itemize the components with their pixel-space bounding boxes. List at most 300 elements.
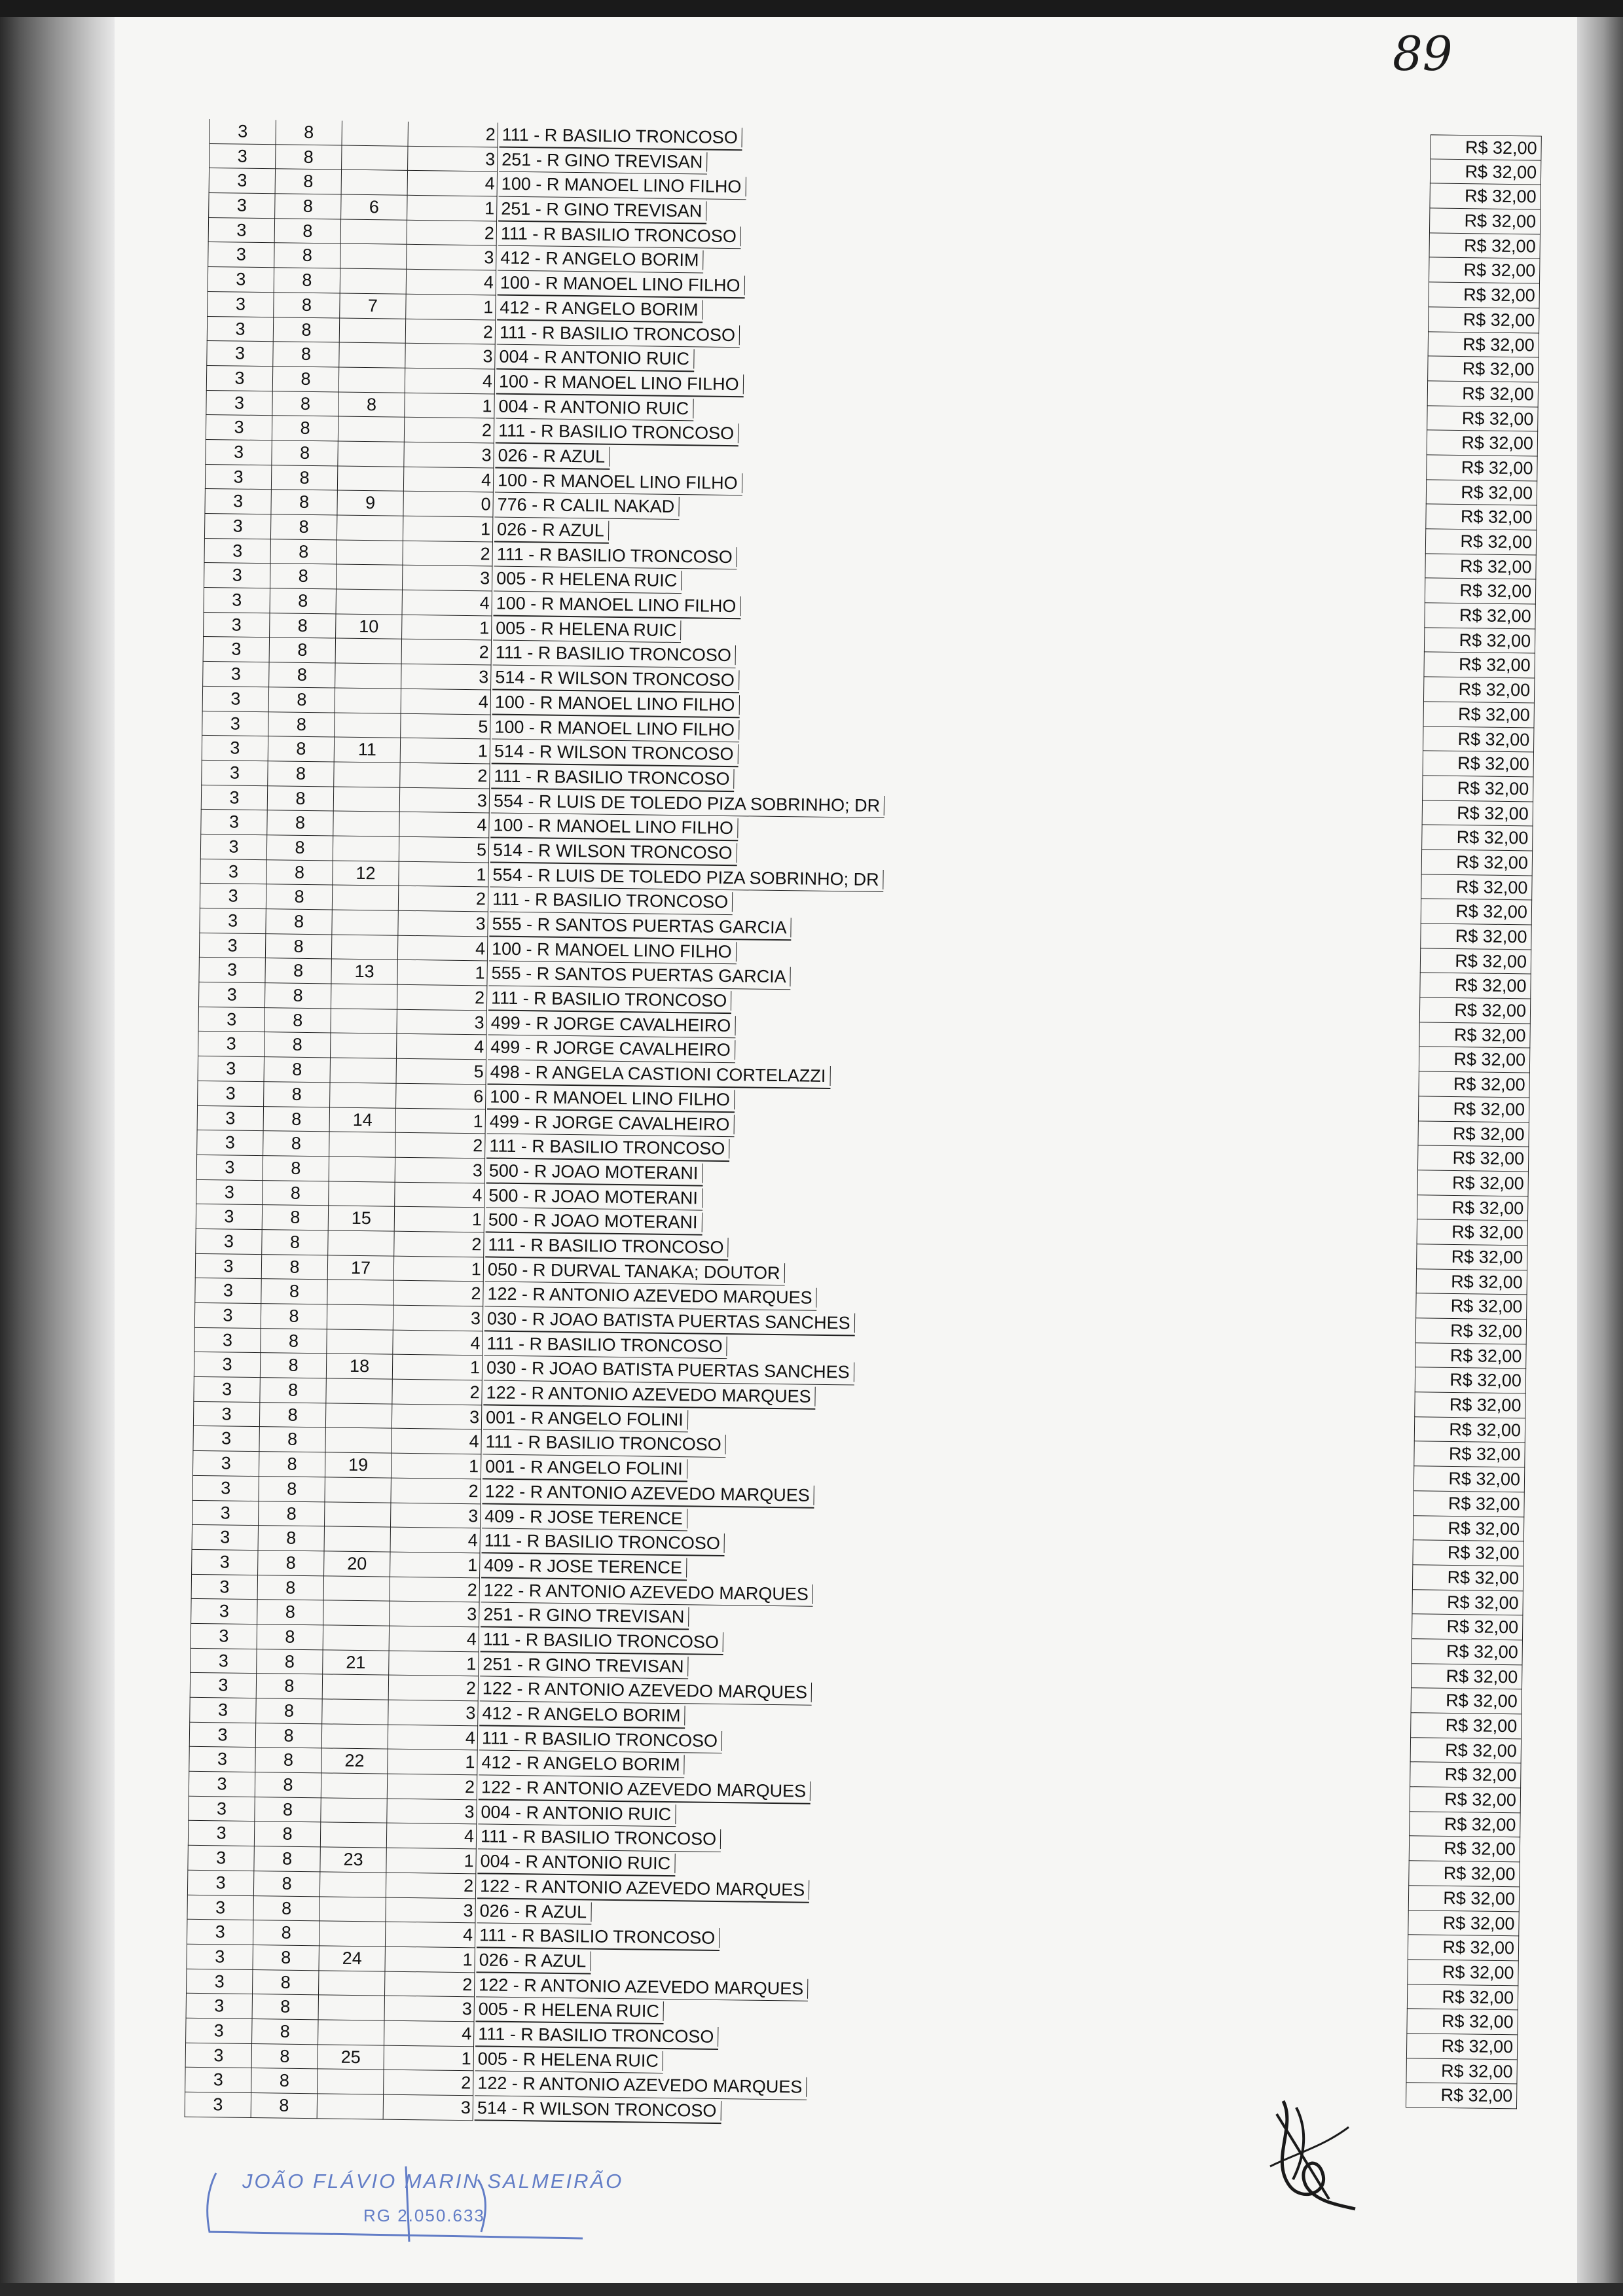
street-label: 111 - R BASILIO TRONCOSO (496, 544, 737, 567)
block-cell: 8 (266, 934, 332, 960)
lot-cell (337, 540, 403, 565)
scan-right-edge (1577, 17, 1623, 2296)
street-label: 111 - R BASILIO TRONCOSO (488, 1234, 728, 1257)
block-cell: 8 (259, 1452, 325, 1477)
lot-cell (338, 441, 404, 467)
block-cell: 8 (259, 1526, 325, 1551)
lot-cell (319, 1897, 386, 1922)
street-label: 111 - R BASILIO TRONCOSO (478, 2024, 718, 2047)
block-cell: 8 (266, 885, 333, 910)
lot-cell (337, 565, 403, 590)
lot-cell (321, 1773, 388, 1799)
street-label: 776 - R CALIL NAKAD (497, 495, 679, 516)
sector-cell: 3 (189, 1772, 255, 1797)
block-cell: 8 (268, 712, 335, 738)
block-cell: 8 (264, 1082, 330, 1107)
block-cell: 8 (273, 342, 339, 367)
street-label: 554 - R LUIS DE TOLEDO PIZA SOBRINHO; DR (494, 791, 885, 816)
sector-cell: 3 (199, 908, 266, 934)
block-cell: 8 (261, 1354, 327, 1379)
frontage-cell: 2 (399, 886, 488, 912)
lot-cell (324, 1576, 390, 1602)
lot-cell (318, 2070, 384, 2095)
sector-cell: 3 (203, 613, 270, 638)
sector-cell: 3 (194, 1328, 261, 1354)
lot-cell (335, 713, 401, 738)
value-cell: R$ 32,00 (1417, 1121, 1529, 1147)
street-label: 555 - R SANTOS PUERTAS GARCIA (491, 963, 790, 987)
lot-cell: 12 (333, 861, 399, 886)
frontage-cell: 2 (386, 1873, 476, 1898)
frontage-cell: 3 (404, 442, 494, 468)
frontage-cell: 1 (392, 1454, 481, 1479)
sector-cell: 3 (192, 1500, 259, 1526)
value-cell: R$ 32,00 (1429, 208, 1541, 234)
street-label: 409 - R JOSE TERENCE (484, 1506, 687, 1528)
value-cell: R$ 32,00 (1411, 1689, 1522, 1715)
sector-cell: 3 (185, 2018, 252, 2044)
value-cell: R$ 32,00 (1406, 2009, 1518, 2035)
block-cell: 8 (259, 1501, 325, 1527)
frontage-cell: 2 (409, 122, 498, 147)
street-label: 500 - R JOAO MOTERANI (488, 1210, 702, 1232)
handwritten-signature-icon (1257, 2088, 1368, 2212)
frontage-cell: 3 (395, 1158, 485, 1183)
property-ledger-table (185, 119, 1542, 2134)
street-label: 111 - R BASILIO TRONCOSO (489, 1136, 729, 1159)
value-cell: R$ 32,00 (1408, 1910, 1519, 1937)
stamp-name: JOÃO FLÁVIO MARIN SALMEIRÃO (242, 2170, 624, 2193)
value-cell: R$ 32,00 (1430, 159, 1541, 185)
value-cell: R$ 32,00 (1415, 1318, 1527, 1344)
lot-cell (327, 1304, 393, 1330)
block-cell: 8 (252, 2019, 318, 2045)
value-cell: R$ 32,00 (1418, 1071, 1529, 1098)
value-cell: R$ 32,00 (1423, 653, 1535, 679)
sector-cell: 3 (185, 2043, 252, 2068)
value-cell: R$ 32,00 (1407, 1960, 1518, 1986)
street-label: 514 - R WILSON TRONCOSO (477, 2098, 721, 2121)
value-cell: R$ 32,00 (1429, 283, 1540, 309)
block-cell: 8 (275, 194, 341, 219)
value-cell: R$ 32,00 (1417, 1220, 1528, 1246)
street-label: 122 - R ANTONIO AZEVEDO MARQUES (477, 2073, 807, 2097)
frontage-cell: 1 (386, 1848, 476, 1874)
value-cell: R$ 32,00 (1425, 505, 1537, 531)
street-label: 100 - R MANOEL LINO FILHO (499, 371, 744, 394)
sector-cell: 3 (190, 1673, 257, 1698)
lot-cell (323, 1675, 389, 1700)
block-cell: 8 (253, 1920, 319, 1946)
sector-cell: 3 (194, 1303, 261, 1329)
sector-cell: 3 (205, 440, 272, 465)
value-cell: R$ 32,00 (1410, 1713, 1522, 1739)
sector-cell: 3 (208, 242, 274, 268)
lot-cell (320, 1872, 386, 1897)
sector-cell: 3 (204, 539, 270, 564)
value-cell: R$ 32,00 (1419, 1047, 1530, 1073)
lot-cell: 17 (328, 1255, 394, 1281)
value-cell: R$ 32,00 (1424, 628, 1535, 654)
frontage-cell: 4 (405, 368, 495, 394)
value-cell: R$ 32,00 (1408, 1861, 1520, 1887)
value-cell: R$ 32,00 (1420, 924, 1531, 950)
lot-cell (329, 1181, 395, 1207)
value-cell: R$ 32,00 (1418, 1096, 1529, 1122)
frontage-cell: 4 (393, 1330, 483, 1355)
lot-cell (342, 145, 408, 171)
lot-cell (322, 1699, 388, 1725)
frontage-cell: 2 (400, 763, 490, 789)
block-cell: 8 (269, 687, 335, 713)
value-cell: R$ 32,00 (1430, 134, 1541, 160)
block-cell: 8 (264, 1033, 331, 1058)
lot-cell (333, 812, 399, 837)
value-cell: R$ 32,00 (1413, 1466, 1525, 1492)
block-cell: 8 (268, 736, 335, 762)
sector-cell: 3 (191, 1574, 258, 1600)
value-cell: R$ 32,00 (1421, 825, 1533, 852)
sector-cell: 3 (198, 1031, 264, 1057)
value-cell (1405, 2108, 1516, 2134)
value-cell: R$ 32,00 (1407, 1984, 1518, 2011)
value-cell: R$ 32,00 (1410, 1787, 1521, 1813)
sector-cell: 3 (199, 933, 266, 959)
lot-cell (326, 1378, 392, 1404)
lot-cell (325, 1527, 391, 1552)
frontage-cell: 1 (401, 738, 490, 764)
value-cell: R$ 32,00 (1425, 529, 1537, 555)
street-label: 122 - R ANTONIO AZEVEDO MARQUES (480, 1876, 809, 1899)
block-cell: 8 (275, 219, 341, 244)
lot-cell (339, 367, 405, 393)
block-cell: 8 (261, 1279, 327, 1304)
street-label: 111 - R BASILIO TRONCOSO (500, 322, 740, 345)
block-cell: 8 (253, 1896, 319, 1922)
street-label: 111 - R BASILIO TRONCOSO (481, 1827, 721, 1850)
block-cell: 8 (261, 1304, 327, 1329)
block-cell: 8 (255, 1797, 321, 1823)
street-label: 251 - R GINO TREVISAN (501, 149, 707, 171)
lot-cell (342, 170, 408, 196)
block-cell: 8 (256, 1723, 322, 1749)
block-cell: 8 (271, 490, 337, 516)
street-label: 030 - R JOAO BATISTA PUERTAS SANCHES (486, 1358, 854, 1382)
value-cell: R$ 32,00 (1412, 1615, 1523, 1641)
block-cell: 8 (263, 1205, 329, 1230)
street-label: 251 - R GINO TREVISAN (483, 1654, 688, 1676)
block-cell: 8 (262, 1230, 328, 1255)
lot-cell (318, 2094, 384, 2119)
street-label: 499 - R JORGE CAVALHEIRO (491, 1013, 736, 1035)
frontage-cell: 4 (384, 2021, 474, 2047)
block-cell: 8 (276, 170, 342, 195)
block-cell: 8 (260, 1403, 326, 1428)
lot-cell (334, 787, 400, 812)
lot-cell (332, 935, 398, 960)
frontage-cell: 4 (408, 171, 498, 196)
sector-cell: 3 (208, 267, 274, 293)
lot-cell: 7 (340, 293, 406, 319)
block-cell: 8 (269, 662, 335, 688)
block-cell: 8 (265, 983, 331, 1009)
block-cell: 8 (276, 145, 342, 170)
block-cell: 8 (255, 1772, 321, 1798)
block-cell: 8 (261, 1329, 327, 1354)
lot-cell (318, 2020, 384, 2045)
street-label: 500 - R JOAO MOTERANI (489, 1160, 703, 1183)
lot-cell (331, 984, 397, 1010)
frontage-cell: 3 (393, 1306, 483, 1331)
street-label: 030 - R JOAO BATISTA PUERTAS SANCHES (487, 1308, 855, 1333)
sector-cell: 3 (192, 1476, 259, 1501)
sector-cell: 3 (208, 193, 275, 219)
sector-cell: 3 (201, 785, 268, 810)
value-cell: R$ 32,00 (1423, 751, 1534, 778)
street-label: 026 - R AZUL (497, 520, 609, 541)
street-label: 498 - R ANGELA CASTIONI CORTELAZZI (490, 1062, 831, 1086)
sector-cell: 3 (201, 761, 268, 786)
lot-cell: 20 (324, 1551, 390, 1577)
street-label: 122 - R ANTONIO AZEVEDO MARQUES (486, 1383, 815, 1407)
value-cell: R$ 32,00 (1423, 677, 1535, 703)
sector-cell: 3 (186, 1945, 253, 1970)
frontage-cell: 3 (397, 1009, 486, 1035)
value-cell: R$ 32,00 (1423, 702, 1534, 728)
block-cell: 8 (272, 416, 338, 441)
sector-cell: 3 (198, 982, 265, 1008)
frontage-cell: 1 (403, 516, 493, 542)
sector-cell: 3 (187, 1846, 254, 1871)
block-cell: 8 (255, 1748, 321, 1773)
sector-cell: 3 (208, 218, 275, 243)
frontage-cell: 4 (407, 270, 496, 295)
frontage-cell: 1 (405, 393, 494, 418)
lot-cell (327, 1280, 393, 1306)
lot-cell (335, 688, 401, 713)
lot-cell (325, 1502, 391, 1528)
lot-cell (328, 1230, 394, 1256)
street-label: 111 - R BASILIO TRONCOSO (479, 1926, 720, 1948)
frontage-cell: 4 (390, 1626, 479, 1652)
value-cell: R$ 32,00 (1413, 1491, 1524, 1517)
street-label: 412 - R ANGELO BORIM (481, 1753, 684, 1775)
value-cell: R$ 32,00 (1419, 973, 1531, 999)
street-label: 001 - R ANGELO FOLINI (485, 1457, 687, 1479)
frontage-cell: 1 (399, 861, 488, 887)
value-cell: R$ 32,00 (1421, 899, 1532, 925)
value-cell: R$ 32,00 (1415, 1343, 1526, 1369)
value-cell: R$ 32,00 (1414, 1417, 1525, 1443)
lot-cell: 14 (330, 1107, 396, 1133)
value-cell: R$ 32,00 (1421, 850, 1533, 876)
street-label: 122 - R ANTONIO AZEVEDO MARQUES (479, 1975, 808, 1998)
sector-cell: 3 (197, 1105, 264, 1131)
street-label: 111 - R BASILIO TRONCOSO (501, 223, 741, 246)
frontage-cell: 5 (399, 837, 489, 863)
block-cell: 8 (274, 268, 340, 293)
block-cell: 8 (268, 761, 334, 787)
frontage-cell: 1 (397, 960, 487, 986)
block-cell: 8 (253, 1970, 319, 1996)
frontage-cell: 4 (397, 1034, 486, 1060)
lot-cell: 9 (337, 491, 403, 516)
street-label: 111 - R BASILIO TRONCOSO (492, 889, 733, 912)
street-label: 026 - R AZUL (479, 1901, 591, 1922)
frontage-cell: 4 (399, 812, 489, 838)
block-cell: 8 (270, 613, 336, 639)
street-label: 100 - R MANOEL LINO FILHO (492, 939, 737, 961)
lot-cell: 23 (320, 1847, 386, 1873)
value-cell: R$ 32,00 (1414, 1392, 1525, 1418)
lot-cell (337, 516, 403, 541)
street-label: 122 - R ANTONIO AZEVEDO MARQUES (485, 1481, 814, 1505)
block-cell: 8 (263, 1156, 329, 1181)
lot-cell: 8 (338, 392, 405, 418)
lot-cell: 18 (327, 1354, 393, 1380)
block-cell: 8 (258, 1551, 324, 1576)
sector-cell: 3 (198, 958, 265, 983)
sector-cell: 3 (194, 1278, 261, 1304)
lot-cell (325, 1477, 391, 1503)
street-label: 499 - R JORGE CAVALHEIRO (490, 1037, 735, 1060)
lot-cell (321, 1798, 387, 1823)
sector-cell: 3 (200, 884, 266, 909)
lot-cell: 19 (325, 1453, 392, 1479)
frontage-cell: 1 (390, 1552, 480, 1578)
frontage-cell: 3 (392, 1404, 482, 1429)
value-cell: R$ 32,00 (1422, 800, 1533, 827)
lot-cell (331, 1033, 397, 1059)
sector-cell: 3 (195, 1253, 262, 1279)
value-cell: R$ 32,00 (1415, 1294, 1527, 1320)
block-cell: 8 (274, 243, 340, 269)
sector-cell: 3 (200, 859, 266, 885)
lot-cell: 6 (341, 195, 407, 221)
sector-cell: 3 (206, 415, 272, 440)
lot-cell (335, 664, 401, 689)
sector-cell: 3 (192, 1525, 259, 1551)
value-cell: R$ 32,00 (1413, 1442, 1525, 1468)
scan-top-edge (0, 0, 1623, 17)
block-cell: 8 (257, 1624, 323, 1650)
street-label: 100 - R MANOEL LINO FILHO (500, 273, 745, 296)
street-label: 514 - R WILSON TRONCOSO (493, 840, 737, 863)
sector-cell: 3 (191, 1599, 257, 1624)
block-cell: 8 (260, 1378, 326, 1403)
street-label: 412 - R ANGELO BORIM (482, 1703, 685, 1725)
street-label: 122 - R ANTONIO AZEVEDO MARQUES (481, 1777, 811, 1801)
frontage-cell: 1 (388, 1749, 477, 1775)
block-cell: 8 (262, 1255, 328, 1280)
frontage-cell: 2 (395, 1133, 485, 1158)
frontage-cell: 1 (402, 615, 492, 641)
value-cell: R$ 32,00 (1425, 579, 1536, 605)
block-cell: 8 (266, 860, 333, 886)
lot-cell (329, 1157, 395, 1182)
street-label: 409 - R JOSE TERENCE (484, 1555, 687, 1577)
block-cell: 8 (274, 317, 340, 343)
frontage-cell: 3 (401, 664, 491, 690)
sector-cell: 3 (207, 316, 274, 342)
value-cell: R$ 32,00 (1425, 554, 1536, 580)
frontage-cell: 4 (392, 1429, 481, 1454)
lot-cell (338, 417, 405, 442)
frontage-cell: 3 (400, 787, 490, 813)
frontage-cell: 3 (386, 1897, 475, 1923)
lot-cell: 22 (321, 1749, 388, 1774)
lot-cell: 10 (336, 614, 402, 639)
block-cell: 8 (267, 810, 333, 836)
sector-cell: 3 (196, 1155, 263, 1181)
block-cell: 8 (264, 1057, 331, 1083)
lot-cell (340, 244, 407, 270)
sector-cell: 3 (185, 2092, 251, 2118)
value-cell: R$ 32,00 (1410, 1763, 1521, 1789)
lot-cell (319, 1922, 386, 1947)
frontage-cell: 3 (384, 2095, 473, 2121)
frontage-cell: 3 (390, 1602, 479, 1627)
frontage-cell: 1 (389, 1651, 479, 1676)
value-cell: R$ 32,00 (1417, 1146, 1529, 1172)
block-cell: 8 (259, 1427, 325, 1453)
value-cell: R$ 32,00 (1408, 1886, 1520, 1912)
street-label: 005 - R HELENA RUIC (496, 618, 681, 640)
sector-cell: 3 (202, 687, 269, 712)
value-cell: R$ 32,00 (1423, 726, 1534, 753)
block-cell: 8 (251, 2068, 318, 2094)
sector-cell: 3 (198, 1007, 264, 1033)
block-cell: 8 (257, 1649, 323, 1675)
frontage-cell: 3 (387, 1799, 477, 1824)
block-cell: 8 (267, 835, 333, 861)
frontage-cell: 6 (396, 1084, 486, 1109)
value-cell: R$ 32,00 (1428, 307, 1539, 333)
street-label: 026 - R AZUL (498, 446, 610, 467)
value-cell: R$ 32,00 (1421, 874, 1532, 901)
frontage-cell: 3 (388, 1700, 478, 1726)
value-cell: R$ 32,00 (1426, 480, 1537, 506)
sector-cell: 3 (204, 588, 270, 613)
lot-cell (341, 219, 407, 245)
sector-cell: 3 (202, 662, 269, 687)
frontage-cell: 2 (389, 1676, 479, 1701)
value-cell: R$ 32,00 (1406, 2034, 1518, 2060)
value-cell: R$ 32,00 (1424, 603, 1535, 629)
lot-cell (333, 836, 399, 861)
frontage-cell: 4 (386, 1922, 475, 1948)
sector-cell: 3 (189, 1722, 256, 1748)
frontage-cell: 2 (388, 1774, 477, 1800)
value-cell: R$ 32,00 (1427, 431, 1538, 457)
frontage-cell: 2 (391, 1478, 481, 1503)
frontage-cell: 1 (395, 1207, 484, 1232)
block-cell: 8 (251, 2093, 318, 2119)
lot-cell: 24 (319, 1946, 385, 1971)
block-cell: 8 (263, 1181, 329, 1206)
street-label: 050 - R DURVAL TANAKA; DOUTOR (488, 1259, 785, 1283)
lot-cell: 15 (329, 1206, 395, 1232)
street-label: 500 - R JOAO MOTERANI (488, 1185, 702, 1208)
street-label: 100 - R MANOEL LINO FILHO (495, 692, 740, 715)
frontage-cell: 2 (394, 1232, 484, 1257)
sector-cell: 3 (209, 168, 276, 194)
sector-cell: 3 (190, 1648, 257, 1674)
frontage-cell: 2 (407, 221, 497, 246)
lot-cell (321, 1823, 387, 1848)
street-label: 005 - R HELENA RUIC (479, 2000, 664, 2022)
frontage-cell: 4 (401, 689, 491, 715)
